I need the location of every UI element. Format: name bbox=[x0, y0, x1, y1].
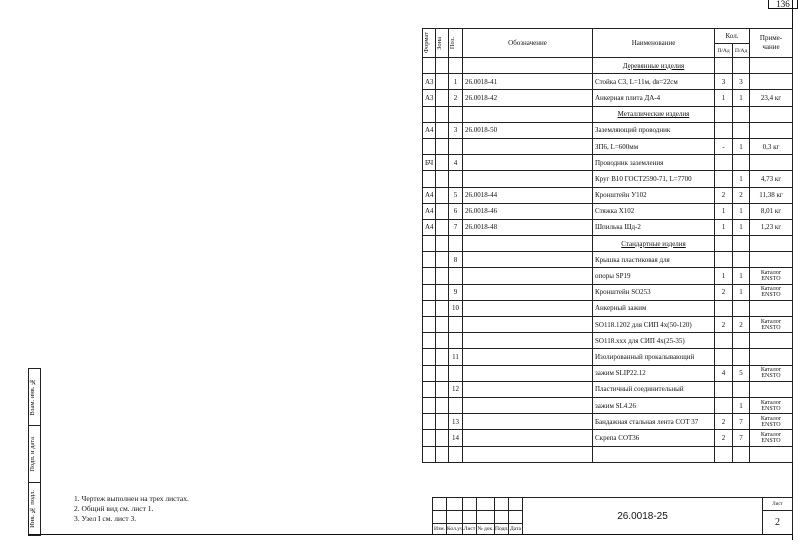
cell-q1 bbox=[715, 397, 733, 413]
cell-q1 bbox=[715, 381, 733, 397]
table-row bbox=[423, 317, 793, 333]
cell-name: SO118.xxx для СИП 4х(25-35) bbox=[593, 333, 715, 349]
cell-q2 bbox=[733, 381, 750, 397]
cell-name: Пластичный соединительный bbox=[593, 381, 715, 397]
table-row bbox=[423, 187, 793, 203]
table-row bbox=[423, 300, 793, 316]
cell-q2: 2 bbox=[733, 187, 750, 203]
cell-pos: 11 bbox=[449, 349, 463, 365]
section-row bbox=[423, 58, 793, 74]
table-row bbox=[423, 284, 793, 300]
cell-q2: 2 bbox=[733, 317, 750, 333]
cell-fmt bbox=[423, 381, 436, 397]
cell-note: 23,4 кг bbox=[750, 90, 793, 106]
cell-note: Каталог ENSTO bbox=[750, 317, 793, 333]
cell-q1: 2 bbox=[715, 317, 733, 333]
cell-des bbox=[463, 138, 593, 154]
drawing-notes bbox=[74, 494, 189, 524]
cell-note: Каталог ENSTO bbox=[750, 430, 793, 446]
cell-note: 4,73 кг bbox=[750, 171, 793, 187]
cell-pos bbox=[449, 333, 463, 349]
cell-name: Деревянные изделия bbox=[593, 58, 715, 74]
cell-pos: 9 bbox=[449, 284, 463, 300]
table-row bbox=[423, 349, 793, 365]
cell-q2: 1 bbox=[733, 268, 750, 284]
cell-note bbox=[750, 381, 793, 397]
header-qty-a: П/Ад bbox=[715, 44, 733, 58]
cell-q1: 2 bbox=[715, 414, 733, 430]
cell-q1 bbox=[715, 155, 733, 171]
cell-fmt: А3 bbox=[423, 90, 436, 106]
cell-fmt bbox=[423, 300, 436, 316]
cell-des bbox=[463, 446, 593, 462]
cell-fmt bbox=[423, 317, 436, 333]
cell-name bbox=[593, 446, 715, 462]
cell-name: Кронштейн SO253 bbox=[593, 284, 715, 300]
cell-note: 8,01 кг bbox=[750, 203, 793, 219]
cell-note: Каталог ENSTO bbox=[750, 268, 793, 284]
cell-des bbox=[463, 349, 593, 365]
cell-pos: 1 bbox=[449, 74, 463, 90]
cell-pos bbox=[449, 268, 463, 284]
note-line: 1. Чертеж выполнен на трех листах. bbox=[74, 494, 189, 503]
cell-note bbox=[750, 74, 793, 90]
cell-name: ЗП6, L=600мм bbox=[593, 138, 715, 154]
cell-note: Каталог ENSTO bbox=[750, 365, 793, 381]
cell-note: 1,23 кг bbox=[750, 219, 793, 235]
cell-q1: 1 bbox=[715, 90, 733, 106]
header-zone: Зона bbox=[436, 36, 443, 50]
cell-pos: 5 bbox=[449, 187, 463, 203]
cell-pos bbox=[449, 171, 463, 187]
cell-q1 bbox=[715, 300, 733, 316]
cell-fmt: БЧ bbox=[423, 155, 436, 171]
cell-name: Стяжка Х102 bbox=[593, 203, 715, 219]
cell-q2: 1 bbox=[733, 203, 750, 219]
cell-fmt bbox=[423, 252, 436, 268]
table-row bbox=[423, 122, 793, 138]
cell-q1 bbox=[715, 171, 733, 187]
cell-note bbox=[750, 446, 793, 462]
cell-des bbox=[463, 430, 593, 446]
cell-q2: 1 bbox=[733, 90, 750, 106]
cell-q2 bbox=[733, 122, 750, 138]
cell-q1: 4 bbox=[715, 365, 733, 381]
cell-fmt: А4 bbox=[423, 122, 436, 138]
table-row bbox=[423, 365, 793, 381]
cell-note bbox=[750, 300, 793, 316]
cell-note bbox=[750, 349, 793, 365]
cell-q1 bbox=[715, 122, 733, 138]
cell-des bbox=[463, 365, 593, 381]
cell-fmt bbox=[423, 414, 436, 430]
cell-q1: 1 bbox=[715, 219, 733, 235]
cell-des bbox=[463, 268, 593, 284]
cell-q2 bbox=[733, 300, 750, 316]
header-qty: Кол. bbox=[715, 29, 750, 44]
cell-des bbox=[463, 284, 593, 300]
cell-q2: 1 bbox=[733, 138, 750, 154]
cell-note: Каталог ENSTO bbox=[750, 397, 793, 413]
cell-q1 bbox=[715, 333, 733, 349]
stamp-col-label: № док. bbox=[477, 524, 495, 535]
cell-q1 bbox=[715, 252, 733, 268]
table-row bbox=[423, 171, 793, 187]
frame-bottom-border bbox=[28, 534, 793, 535]
cell-note: Каталог ENSTO bbox=[750, 414, 793, 430]
header-designation: Обозначение bbox=[463, 29, 593, 58]
sheet-label: Лист bbox=[763, 498, 793, 511]
cell-note bbox=[750, 333, 793, 349]
cell-des: 26.0018-46 bbox=[463, 203, 593, 219]
table-row bbox=[423, 268, 793, 284]
cell-q1: 2 bbox=[715, 430, 733, 446]
note-line: 3. Узел I см. лист 3. bbox=[74, 514, 137, 523]
stamp-col-label: Подп. bbox=[495, 524, 509, 535]
specification-table-wrap bbox=[422, 28, 792, 444]
cell-fmt: А4 bbox=[423, 219, 436, 235]
header-pos: Поз. bbox=[449, 36, 456, 50]
cell-name: Анкерная плита ДА-4 bbox=[593, 90, 715, 106]
cell-pos: 7 bbox=[449, 219, 463, 235]
table-row bbox=[423, 252, 793, 268]
cell-q2: 5 bbox=[733, 365, 750, 381]
cell-q1 bbox=[715, 349, 733, 365]
cell-fmt bbox=[423, 171, 436, 187]
table-row bbox=[423, 219, 793, 235]
table-row bbox=[423, 381, 793, 397]
cell-name: Металлические изделия bbox=[593, 106, 715, 122]
cell-q2: 1 bbox=[733, 397, 750, 413]
cell-note bbox=[750, 122, 793, 138]
cell-pos: 3 bbox=[449, 122, 463, 138]
cell-q2 bbox=[733, 155, 750, 171]
field-original-inv: Инв. № подл. bbox=[29, 490, 36, 528]
field-replacement-inv: Взам. инв. № bbox=[29, 378, 36, 416]
note-line: 2. Общий вид см. лист 1. bbox=[74, 504, 154, 513]
cell-pos bbox=[449, 397, 463, 413]
cell-fmt bbox=[423, 268, 436, 284]
table-row bbox=[423, 155, 793, 171]
cell-fmt: А4 bbox=[423, 187, 436, 203]
stamp-col-label: Кол.уч. bbox=[447, 524, 463, 535]
cell-q2 bbox=[733, 446, 750, 462]
cell-name: Кронштейн У102 bbox=[593, 187, 715, 203]
cell-name: опоры SP19 bbox=[593, 268, 715, 284]
cell-name: Заземляющий проводник bbox=[593, 122, 715, 138]
cell-note bbox=[750, 155, 793, 171]
cell-name: Крышка пластиковая для bbox=[593, 252, 715, 268]
cell-pos bbox=[449, 446, 463, 462]
header-qty-b: П/Ад bbox=[733, 44, 750, 58]
table-row bbox=[423, 138, 793, 154]
cell-des: 26.0018-41 bbox=[463, 74, 593, 90]
cell-fmt bbox=[423, 349, 436, 365]
cell-des bbox=[463, 333, 593, 349]
table-row bbox=[423, 414, 793, 430]
cell-q1: 3 bbox=[715, 74, 733, 90]
cell-q1: 1 bbox=[715, 268, 733, 284]
cell-name: зажим SL4.26 bbox=[593, 397, 715, 413]
cell-q1: 2 bbox=[715, 187, 733, 203]
cell-q2: 3 bbox=[733, 74, 750, 90]
stamp-col-label: Лист bbox=[463, 524, 477, 535]
table-row bbox=[423, 430, 793, 446]
table-row bbox=[423, 397, 793, 413]
cell-pos: 10 bbox=[449, 300, 463, 316]
table-row bbox=[423, 446, 793, 462]
cell-des bbox=[463, 317, 593, 333]
cell-note: 0,3 кг bbox=[750, 138, 793, 154]
cell-note bbox=[750, 252, 793, 268]
cell-fmt bbox=[423, 446, 436, 462]
cell-note: Каталог ENSTO bbox=[750, 284, 793, 300]
cell-fmt bbox=[423, 138, 436, 154]
cell-pos: 8 bbox=[449, 252, 463, 268]
header-format: Формат bbox=[423, 32, 430, 54]
cell-des: 26.0018-42 bbox=[463, 90, 593, 106]
left-approval-strip bbox=[28, 368, 41, 534]
table-row bbox=[423, 90, 793, 106]
cell-q2: 7 bbox=[733, 414, 750, 430]
cell-q2: 1 bbox=[733, 219, 750, 235]
cell-pos bbox=[449, 138, 463, 154]
cell-des bbox=[463, 300, 593, 316]
section-row bbox=[423, 106, 793, 122]
cell-q2: 1 bbox=[733, 171, 750, 187]
section-row bbox=[423, 236, 793, 252]
cell-fmt bbox=[423, 430, 436, 446]
cell-name: Скрепа СОТ36 bbox=[593, 430, 715, 446]
stamp-col-label: Изм. bbox=[433, 524, 447, 535]
cell-q1: 1 bbox=[715, 203, 733, 219]
cell-q2: 7 bbox=[733, 430, 750, 446]
cell-pos: 13 bbox=[449, 414, 463, 430]
cell-note: 11,38 кг bbox=[750, 187, 793, 203]
cell-fmt bbox=[423, 284, 436, 300]
sheet-number: 136 bbox=[768, 0, 798, 9]
stamp-col-label: Дата bbox=[509, 524, 523, 535]
cell-des: 26.0018-48 bbox=[463, 219, 593, 235]
cell-fmt: А3 bbox=[423, 74, 436, 90]
title-block bbox=[432, 497, 792, 535]
cell-des bbox=[463, 252, 593, 268]
table-header-row bbox=[423, 29, 793, 44]
cell-pos: 2 bbox=[449, 90, 463, 106]
cell-name: Бандажная стальная лента СОТ 37 bbox=[593, 414, 715, 430]
cell-name: Изолированный прокалывающий bbox=[593, 349, 715, 365]
sheet-value: 2 bbox=[763, 511, 793, 535]
cell-name: Проводник заземления bbox=[593, 155, 715, 171]
cell-q1: 2 bbox=[715, 284, 733, 300]
cell-q2 bbox=[733, 333, 750, 349]
table-row bbox=[423, 203, 793, 219]
cell-q2: 1 bbox=[733, 284, 750, 300]
cell-name: зажим SLIP22.12 bbox=[593, 365, 715, 381]
document-code: 26.0018-25 bbox=[523, 498, 763, 535]
cell-des bbox=[463, 397, 593, 413]
cell-des bbox=[463, 381, 593, 397]
cell-q1 bbox=[715, 446, 733, 462]
header-name: Наименование bbox=[593, 29, 715, 58]
cell-name: SO118.1202 для СИП 4х(50-120) bbox=[593, 317, 715, 333]
cell-q1: - bbox=[715, 138, 733, 154]
cell-des: 26.0018-50 bbox=[463, 122, 593, 138]
cell-fmt bbox=[423, 333, 436, 349]
cell-q2 bbox=[733, 349, 750, 365]
cell-des bbox=[463, 414, 593, 430]
cell-des bbox=[463, 155, 593, 171]
cell-pos: 4 bbox=[449, 155, 463, 171]
cell-fmt bbox=[423, 397, 436, 413]
cell-name: Анкерный зажим bbox=[593, 300, 715, 316]
cell-pos: 6 bbox=[449, 203, 463, 219]
cell-pos bbox=[449, 317, 463, 333]
cell-name: Круг В10 ГОСТ2590-71, L=7700 bbox=[593, 171, 715, 187]
header-note: Приме-чание bbox=[750, 29, 793, 58]
cell-name: Шпилька Шд-2 bbox=[593, 219, 715, 235]
cell-q2 bbox=[733, 252, 750, 268]
specification-table bbox=[422, 28, 793, 463]
cell-pos: 12 bbox=[449, 381, 463, 397]
table-row bbox=[423, 333, 793, 349]
cell-pos bbox=[449, 365, 463, 381]
cell-name: Стандартные изделия bbox=[593, 236, 715, 252]
field-signature-date: Подп. и дата bbox=[29, 436, 36, 472]
cell-fmt bbox=[423, 365, 436, 381]
cell-name: Стойка С3, L=11м, dв=22см bbox=[593, 74, 715, 90]
cell-pos: 14 bbox=[449, 430, 463, 446]
cell-des: 26.0018-44 bbox=[463, 187, 593, 203]
table-row bbox=[423, 74, 793, 90]
cell-des bbox=[463, 171, 593, 187]
cell-fmt: А4 bbox=[423, 203, 436, 219]
